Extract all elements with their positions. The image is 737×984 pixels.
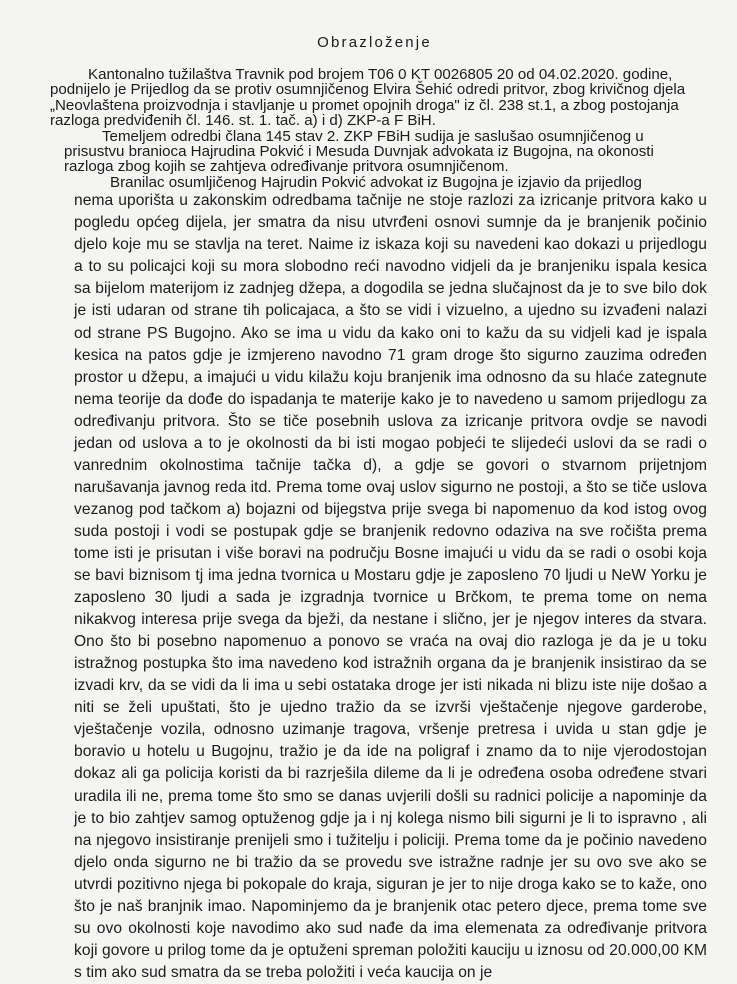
paragraph-2: Temeljem odredbi člana 145 stav 2. ZKP FBiH sudija je saslušao osumnjičenog u prisustvu branioca Hajrudina Pokvić i Mesuda Duvnjak advokata iz Bugojna, na okonosti razloga zbog kojih se zahtjeva određivanje pritvora osumnjičenom.: [64, 127, 654, 176]
paragraph-3-body: nema uporišta u zakonskim odredbama tačnije ne stoje razlozi za izricanje pritvora kako u pogledu općeg dijela, jer smatra da nisu utvrđeni osnovi sumnje da je branjenik počinio djelo koje mu se stavlja na teret. Naime iz iskaza koji su navedeni kao dokazi u prijedlogu a to su policajci koji su mora slobodno reći navodno vidjeli da je branjeniku ispala kesica sa bijelom materijom iz zadnjeg džepa, a dogodila se jedna slučajnost da je to sve bilo dok je isti udaran od strane tih policajaca, a što se vidi i vizuelno, a ujedno su izvađeni nalazi od strane PS Bugojno. Ako se ima u vidu da kako oni to kažu da su vidjeli kad je ispala kesica na patos gdje je izmjereno navodno 71 gram droge što sigurno zauzima određen prostor u džepu, a imajući u vidu kilažu koju branjenik ima odnosno da su hlaće zategnute nema teorije da dođe do ispadanja te materije kako je to navedeno u samom prijedlogu za određivanju pritvora. Što se tiče posebnih uslova za izricanje pritvora ovdje se navodi jedan od uslova a to je okolnosti da bi isti mogao pobjeći te slijedeći uslovi da se radi o vanrednim okolnostima tačnije tačka d), a gdje se govori o stvarnom prijetnjom narušavanja javnog reda itd. Prema tome ovaj uslov sigurno ne postoji, a što se tiče uslova vezanog pod tačkom a) bojazni od bijegstva prije svega bi napomenuo da kod istog ovog suda postoji i vodi se postupak gdje se branjenik redovno odaziva na sve ročišta prema tome isti je prisutan i više boravi na području Bosne imajući u vidu da se radi o osobi koja se bavi biznisom tj ima jedna tvornica u Mostaru gdje je zaposleno 70 ljudi u NeW Yorku je zaposleno 30 ljudi a sada je izgradnja tvornice u Brčkom, te prema tome on nema nikakvog interesa prije svega da bježi, da nestane i slično, jer je njegov interes da stvara. Ono što bi posebno napomenuo a ponovo se vraća na ovaj dio razloga je da je u toku istražnog postupka što ima navedeno kod istražnih organa da je branjenik insistirao da se izvadi krv, da se vidi da li ima u sebi ostataka droge jer isti nikada ni blizu iste nije došao a niti se želi upuštati, što je ujedno tražio da se izvrši vještačenje njegove garderobe, vještačenje vozila, odnosno uzimanje tragova, vršenje pretresa i uvida u stan gdje je boravio u hotelu u Bugojnu, tražio je da ide na poligraf i znamo da to nije vjerodostojan dokaz ali ga policija koristi da bi razrješila dileme da li je određena osoba određene stvari uradila ili ne, prema tome što smo se danas uvjerili došli su radnici policije a napominje da je to bio zahtjev samog optuženog gdje ja i nj kolega nismo bili sigurni je li to ispravno , ali na njegovo insistiranje prenijeli smo i tužitelju i policiji. Prema tome da je počinio navedeno djelo onda sigurno ne bi tražio da se provedu sve istražne radnje jer su ovo sve ako se utvrdi pozitivno njega bi pokopale do kraja, siguran je jer to nije droga kako se to kaže, ono što je naš branjnik imao. Napominjemo da je branjenik otac petero djece, prema tome sve su ovo okolnosti koje navodimo ako sud nađe da ima elemenata za određivanje pritvora koji govore u prilog tome da je optuženi spreman položiti kauciju u iznosu od 20.000,00 KM s tim ako sud smatra da se treba položiti i veća kaucija on je: [74, 192, 707, 981]
paragraph-1: Kantonalno tužilaštva Travnik pod brojem T06 0 KT 0026805 20 od 04.02.2020. godine, podnijelo je Prijedlog da se protiv osumnjičenog Elvira Šehić odredi pritvor, zbog krivičnog djela „Neovlaštena proizvodnja i stavljanje u promet opojnih droga" iz čl. 238 st.1, a zbog postojanja razloga predviđenih čl. 146. st. 1. tač. a) i d) ZKP-a F BiH.: [50, 66, 686, 130]
document-title: Obrazloženje: [317, 34, 432, 51]
paragraph-3: [74, 175, 707, 190]
paragraph-3-lead: Branilac osumljičenog Hajrudin Pokvić advokat iz Bugojna je izjavio da prijedlog: [110, 173, 642, 191]
